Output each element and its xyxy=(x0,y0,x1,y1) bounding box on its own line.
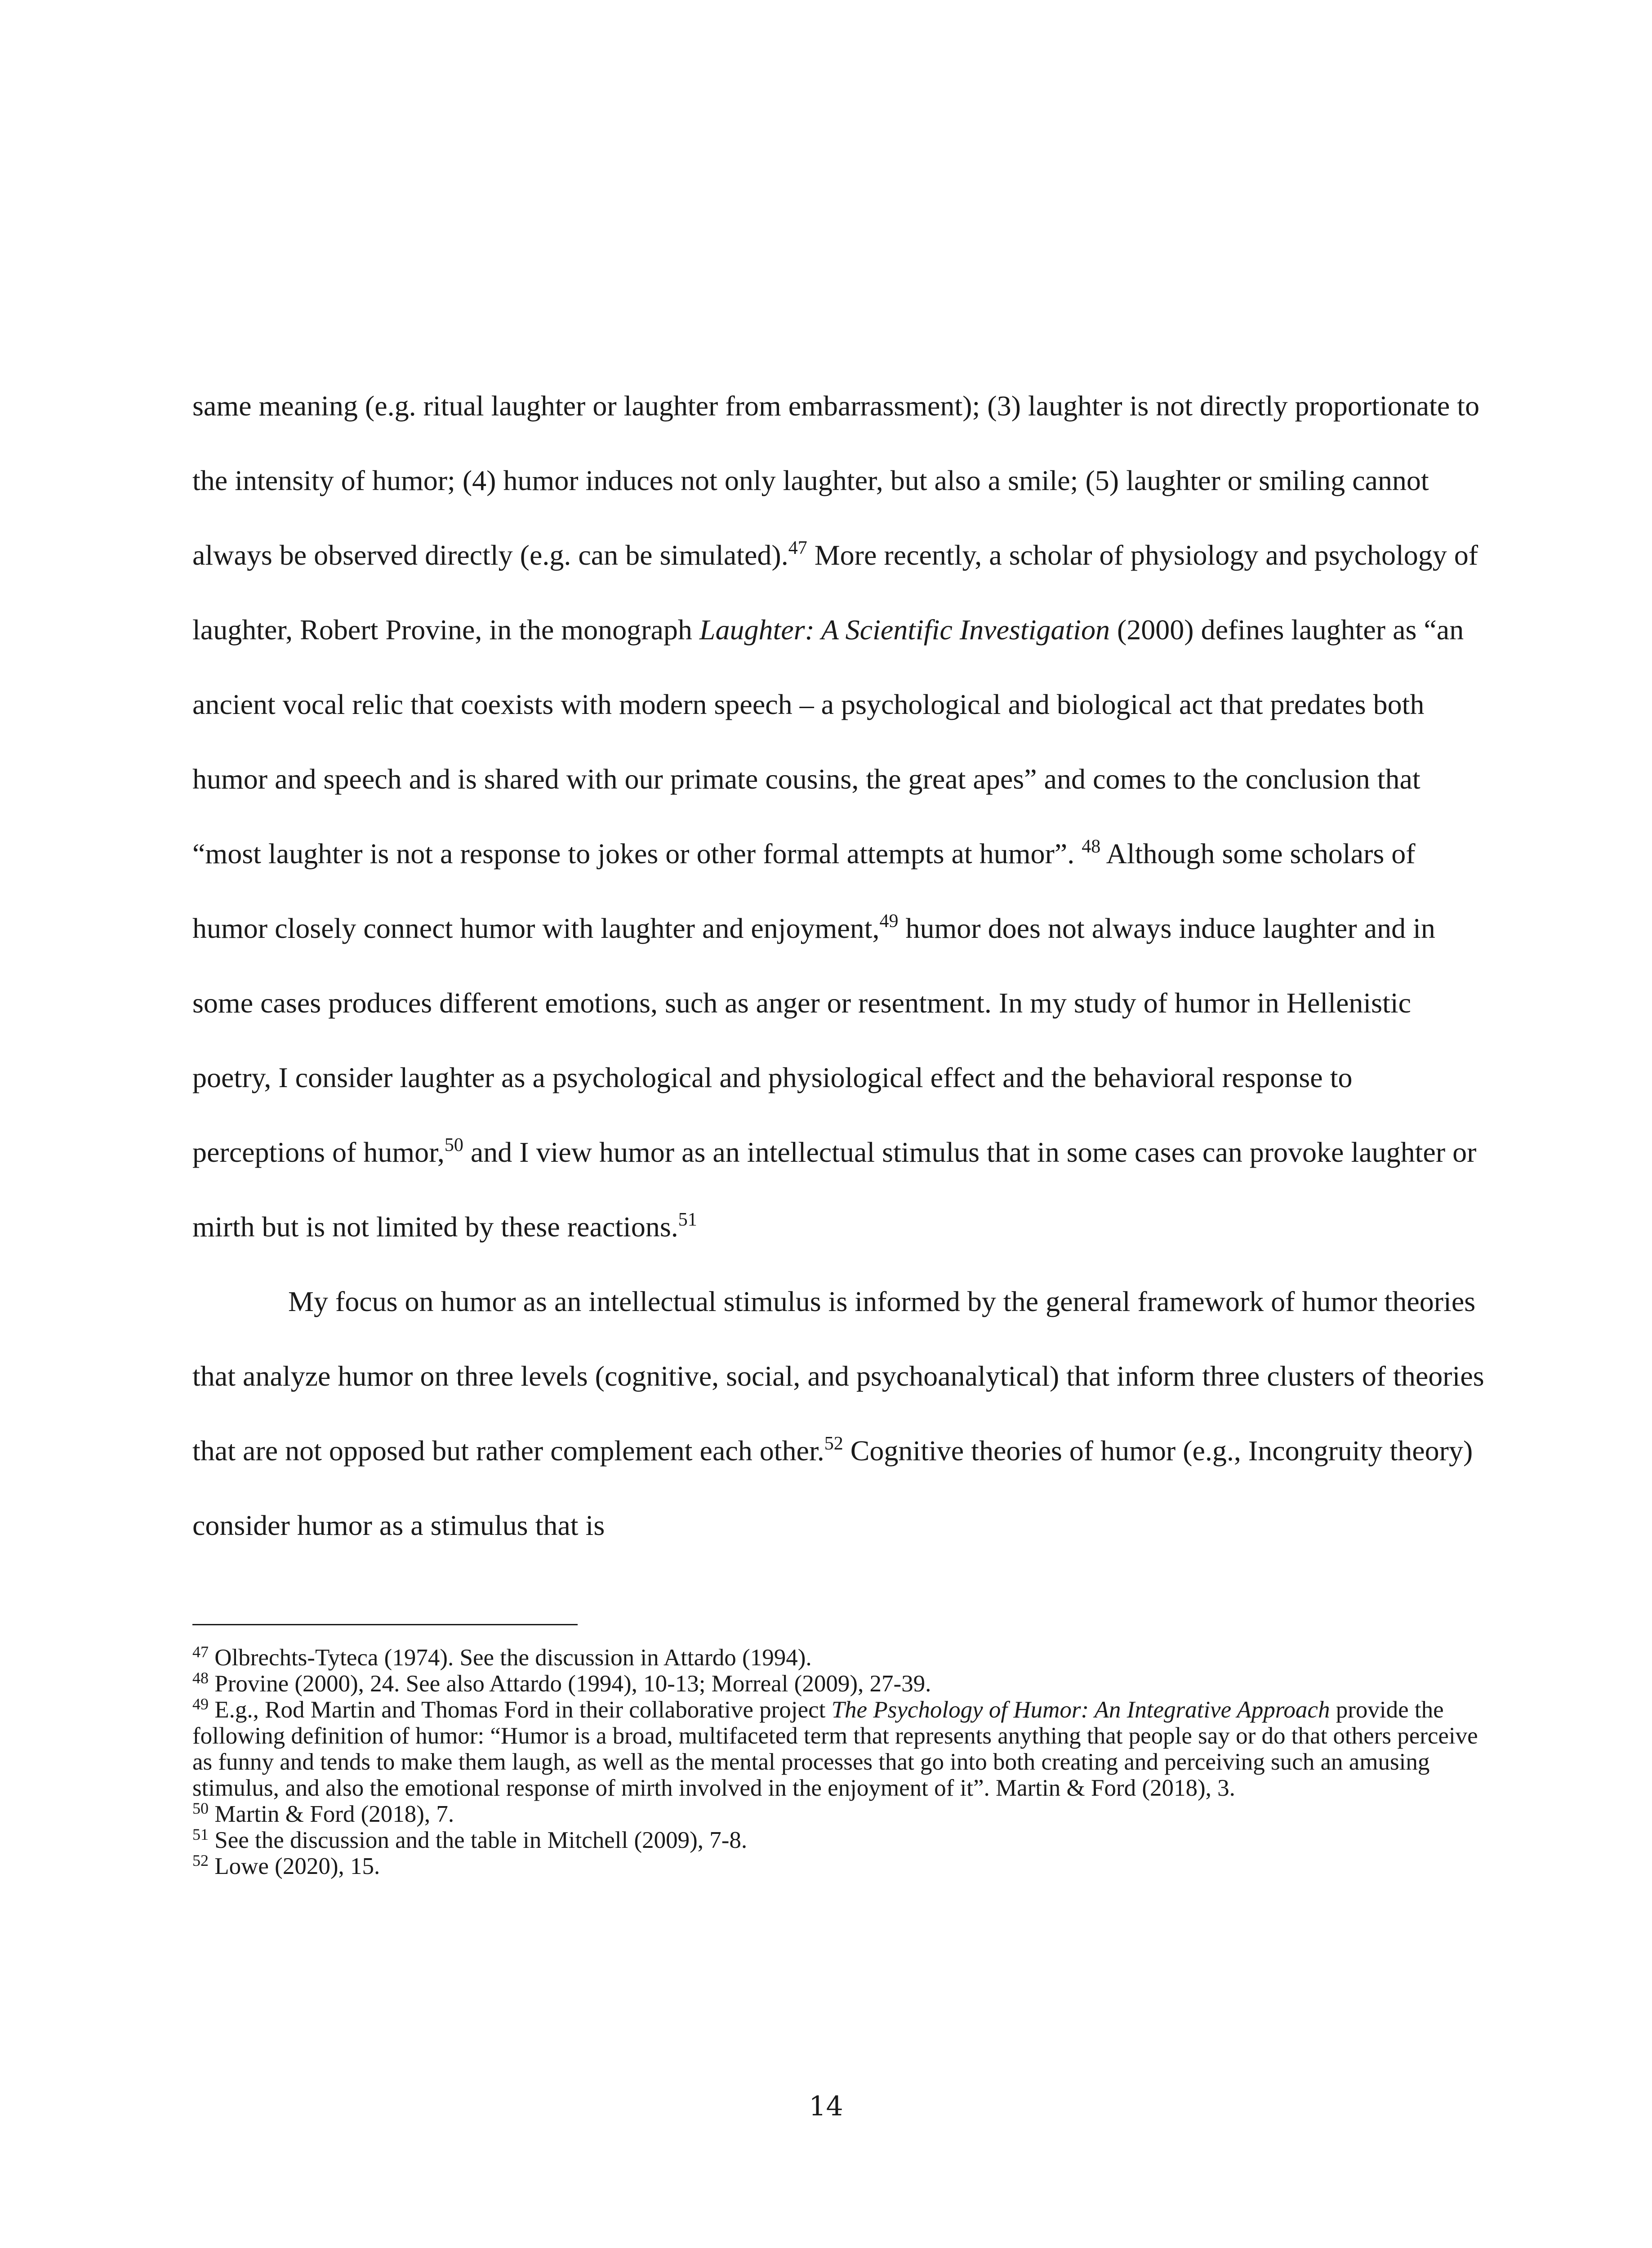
footnote-ref-49[interactable]: 49 xyxy=(879,911,899,932)
paragraph xyxy=(192,369,1487,1264)
footnote-number: 50 xyxy=(192,1799,209,1817)
paragraph-text: (2000) defines laughter as “an ancient vocal relic that coexists with modern speech – a psychological and biological act that predates both humor and speech and is shared with our primate cousins, the great apes” and comes to the conclusion that “most laughter is not a response to jokes or other formal attempts at humor”. xyxy=(192,614,1464,870)
paragraph-text: same meaning (e.g. ritual laughter or laughter from embarrassment); (3) laughter is not directly proportionate to the intensity of humor; (4) humor induces not only laughter, but also a smile; (5) laughter or smiling cannot always be observed directly (e.g. can be simulated). xyxy=(192,390,1480,571)
footnote-number: 51 xyxy=(192,1825,209,1843)
footnote-49 xyxy=(192,1697,1487,1801)
footnote-ref-51[interactable]: 51 xyxy=(678,1209,697,1230)
footnote-text: Olbrechts-Tyteca (1974). See the discussion in Attardo (1994). xyxy=(209,1645,812,1671)
paragraph-text: Although some scholars of humor closely connect humor with laughter and enjoyment, xyxy=(192,838,1416,944)
footnote-ref-48[interactable]: 48 xyxy=(1082,836,1101,857)
footnote-number: 49 xyxy=(192,1695,209,1713)
footnote-number: 52 xyxy=(192,1851,209,1869)
footnote-ref-47[interactable]: 47 xyxy=(788,538,807,558)
footnote-48 xyxy=(192,1671,1487,1697)
book-title: The Psychology of Humor: An Integrative Approach xyxy=(831,1697,1330,1723)
footnote-text: provide the following definition of humor: “Humor is a broad, multifaceted term that represents anything that people say or do that others perceive as funny and tends to make them laugh, as well as the mental processes that go into both creating and perceiving such an amusing stimulus, and also the emotional response of mirth involved in the enjoyment of it”. Martin & Ford (2018), 3. xyxy=(192,1697,1478,1801)
paragraph xyxy=(192,1264,1487,1563)
footnote-text: E.g., Rod Martin and Thomas Ford in their collaborative project xyxy=(209,1697,832,1723)
footnote-52 xyxy=(192,1853,1487,1879)
footnotes xyxy=(192,1645,1487,1879)
footnote-ref-52[interactable]: 52 xyxy=(824,1433,843,1454)
paragraph-text: Cognitive theories of humor (e.g., Incongruity theory) consider humor as a stimulus that is xyxy=(192,1435,1473,1541)
footnote-47 xyxy=(192,1645,1487,1671)
footnote-text: See the discussion and the table in Mitchell (2009), 7-8. xyxy=(209,1827,748,1853)
main-text xyxy=(192,369,1487,1563)
footnote-text: Lowe (2020), 15. xyxy=(209,1853,380,1879)
page-number: 14 xyxy=(809,2091,843,2122)
paragraph-text: More recently, a scholar of physiology and psychology of laughter, Robert Provine, in the monograph xyxy=(192,539,1478,646)
footnote-text: Provine (2000), 24. See also Attardo (1994), 10-13; Morreal (2009), 27-39. xyxy=(209,1671,931,1697)
footnote-50 xyxy=(192,1801,1487,1827)
paragraph-text: humor does not always induce laughter and in some cases produces different emotions, such as anger or resentment. In my study of humor in Hellenistic poetry, I consider laughter as a psychological and physiological effect and the behavioral response to perceptions of humor, xyxy=(192,912,1435,1168)
footnote-ref-50[interactable]: 50 xyxy=(444,1135,463,1155)
book-title: Laughter: A Scientific Investigation xyxy=(699,614,1110,646)
paragraph-text: My focus on humor as an intellectual stimulus is informed by the general framework of humor theories that analyze humor on three levels (cognitive, social, and psychoanalytical) that inform three clusters of theories that are not opposed but rather complement each other. xyxy=(192,1285,1484,1467)
footnote-text: Martin & Ford (2018), 7. xyxy=(209,1801,454,1827)
footnote-number: 47 xyxy=(192,1643,209,1661)
footnote-number: 48 xyxy=(192,1669,209,1687)
footnote-51 xyxy=(192,1827,1487,1853)
paragraph-text: and I view humor as an intellectual stimulus that in some cases can provoke laughter or mirth but is not limited by these reactions. xyxy=(192,1136,1477,1243)
footnote-separator xyxy=(192,1624,578,1625)
